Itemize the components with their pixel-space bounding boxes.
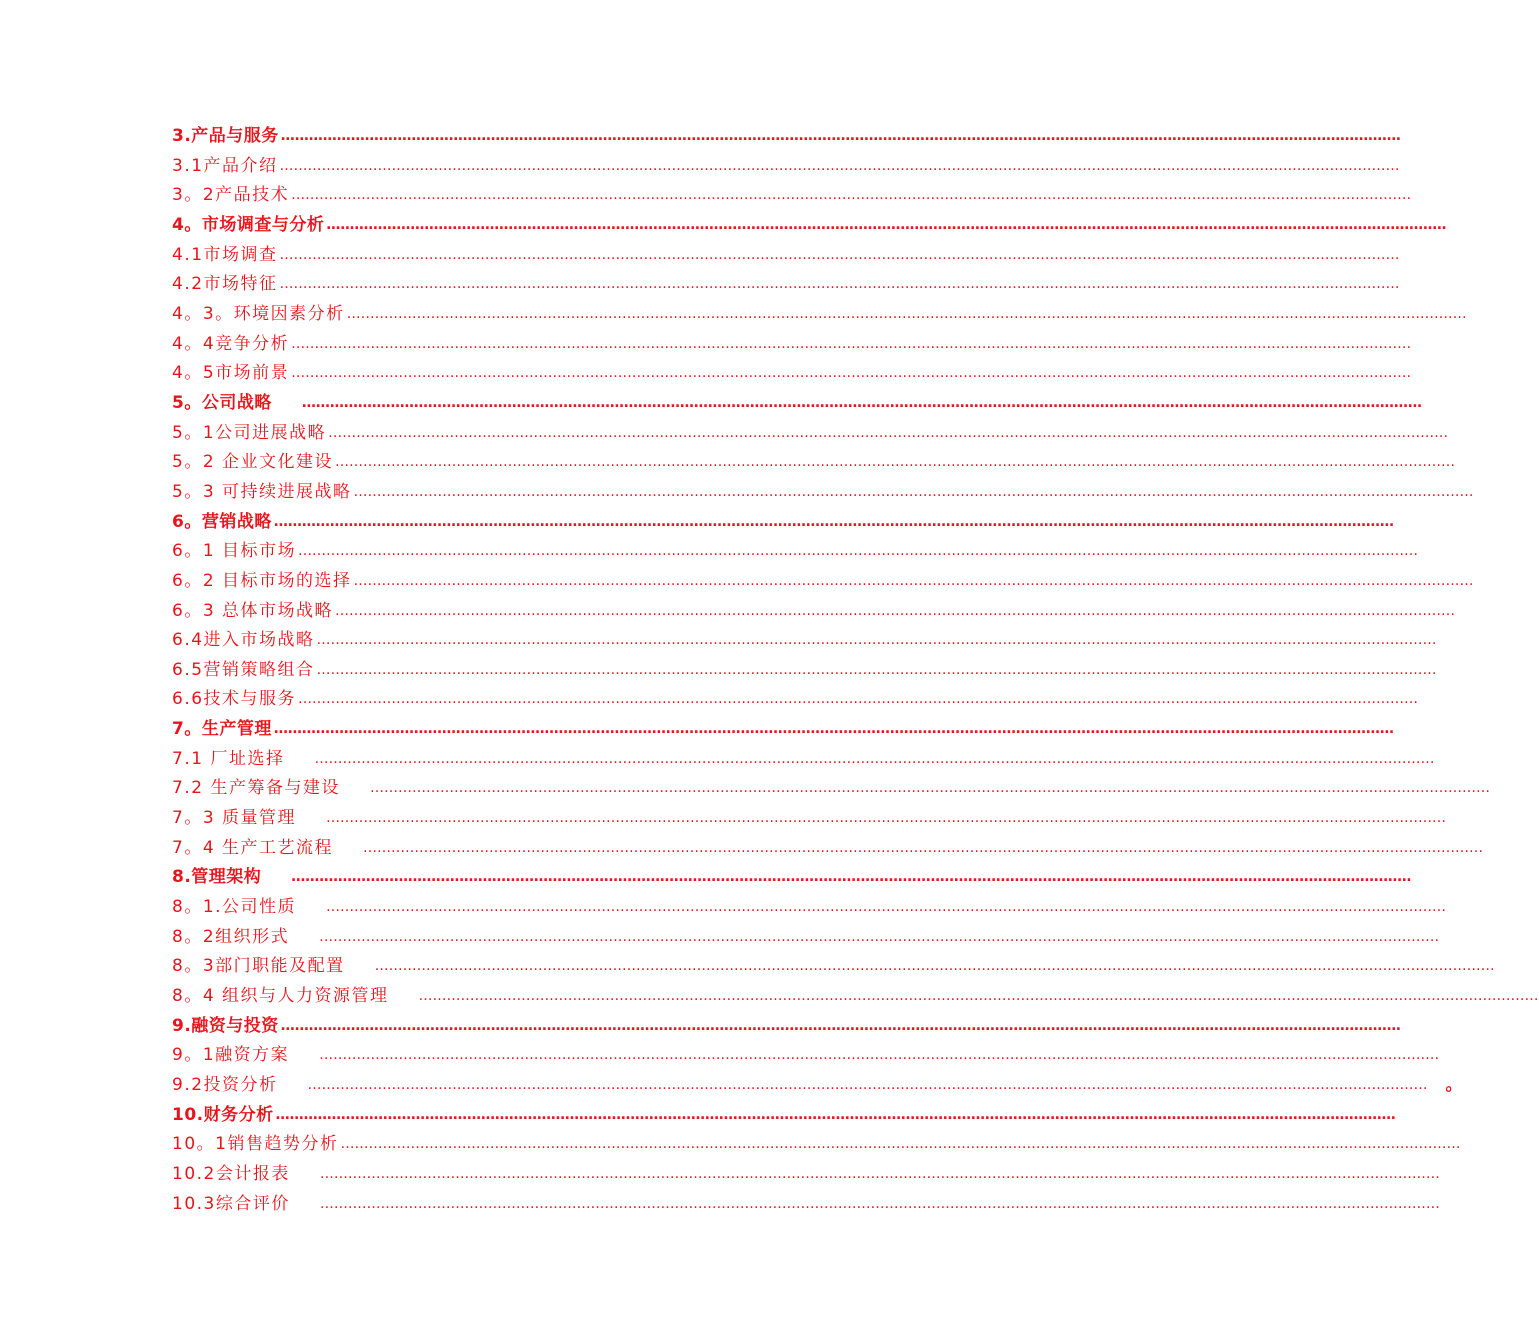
toc-section-entry[interactable] <box>172 1190 1440 1220</box>
toc-leader-dots: …………………………………………………………………………………………………………………………………………………………………………………………………………………… <box>319 1047 1440 1064</box>
toc-entry-label: 10.2会计报表 <box>172 1163 290 1184</box>
toc-leader-dots: …………………………………………………………………………………………………………………………………………………………………………………………………………………… <box>291 187 1412 204</box>
toc-section-entry[interactable] <box>172 537 1419 567</box>
toc-section-entry[interactable] <box>172 152 1400 182</box>
toc-leader-dots: …………………………………………………………………………………………………………………………………………………………………………………………………………………… <box>326 216 1447 233</box>
toc-section-entry[interactable] <box>172 1160 1440 1190</box>
toc-section-entry[interactable] <box>172 181 1412 211</box>
toc-leader-dots: …………………………………………………………………………………………………………………………………………………………………………………………………………………… <box>328 424 1449 441</box>
toc-section-entry[interactable] <box>172 1130 1461 1160</box>
toc-section-entry[interactable] <box>172 774 1490 804</box>
toc-chapter-entry[interactable] <box>172 863 1412 893</box>
toc-entry-suffix: 。 <box>1445 1075 1463 1095</box>
toc-section-entry[interactable] <box>172 745 1435 775</box>
toc-section-entry[interactable] <box>172 893 1447 923</box>
toc-entry-label: 6。营销战略 <box>172 511 272 532</box>
toc-entry-label: 8。3部门职能及配置 <box>172 956 345 977</box>
toc-leader-dots: …………………………………………………………………………………………………………………………………………………………………………………………………………………… <box>280 128 1401 144</box>
toc-chapter-entry[interactable] <box>172 1012 1401 1042</box>
toc-leader-dots: …………………………………………………………………………………………………………………………………………………………………………………………………………………… <box>301 394 1422 411</box>
toc-leader-dots: …………………………………………………………………………………………………………………………………………………………………………………………………………………… <box>326 810 1447 827</box>
toc-leader-dots: …………………………………………………………………………………………………………………………………………………………………………………………………………………… <box>298 543 1419 560</box>
toc-chapter-entry[interactable] <box>172 508 1394 538</box>
toc-leader-dots: …………………………………………………………………………………………………………………………………………………………………………………………………………………… <box>275 1106 1396 1123</box>
toc-leader-dots: …………………………………………………………………………………………………………………………………………………………………………………………………………………… <box>346 305 1467 322</box>
toc-section-entry[interactable] <box>172 1071 1463 1101</box>
table-of-contents <box>172 122 1539 1219</box>
toc-leader-dots: …………………………………………………………………………………………………………………………………………………………………………………………………………………… <box>280 1017 1401 1034</box>
toc-leader-dots: …………………………………………………………………………………………………………………………………………………………………………………………………………………… <box>273 513 1394 530</box>
toc-entry-label: 8。2组织形式 <box>172 926 290 947</box>
toc-entry-label: 10.3综合评价 <box>172 1193 290 1214</box>
toc-entry-label: 6。2 目标市场的选择 <box>172 570 352 591</box>
toc-entry-label: 6.4进入市场战略 <box>172 630 315 651</box>
toc-leader-dots: …………………………………………………………………………………………………………………………………………………………………………………………………………………… <box>273 721 1394 738</box>
toc-leader-dots: …………………………………………………………………………………………………………………………………………………………………………………………………………………… <box>363 839 1484 856</box>
toc-leader-dots: …………………………………………………………………………………………………………………………………………………………………………………………………………………… <box>279 276 1400 293</box>
toc-leader-dots: …………………………………………………………………………………………………………………………………………………………………………………………………………………… <box>319 928 1440 945</box>
toc-leader-dots: …………………………………………………………………………………………………………………………………………………………………………………………………………………… <box>374 958 1495 975</box>
toc-leader-dots: …………………………………………………………………………………………………………………………………………………………………………………………………………………… <box>291 335 1412 352</box>
toc-leader-dots: …………………………………………………………………………………………………………………………………………………………………………………………………………………… <box>307 1077 1428 1093</box>
toc-leader-dots: …………………………………………………………………………………………………………………………………………………………………………………………………………………… <box>314 750 1435 767</box>
toc-leader-dots: …………………………………………………………………………………………………………………………………………………………………………………………………………………… <box>335 454 1456 471</box>
toc-leader-dots: …………………………………………………………………………………………………………………………………………………………………………………………………………………… <box>353 483 1474 500</box>
toc-section-entry[interactable] <box>172 982 1539 1012</box>
toc-entry-label: 5。3 可持续进展战略 <box>172 481 352 502</box>
toc-section-entry[interactable] <box>172 597 1456 627</box>
toc-entry-label: 7。4 生产工艺流程 <box>172 837 334 858</box>
toc-leader-dots: …………………………………………………………………………………………………………………………………………………………………………………………………………………… <box>298 691 1419 708</box>
toc-entry-label: 7。生产管理 <box>172 719 272 740</box>
toc-leader-dots: …………………………………………………………………………………………………………………………………………………………………………………………………………………… <box>316 661 1437 678</box>
toc-entry-label: 5。2 企业文化建设 <box>172 452 334 473</box>
toc-chapter-entry[interactable] <box>172 1101 1396 1131</box>
toc-leader-dots: …………………………………………………………………………………………………………………………………………………………………………………………………………………… <box>369 780 1490 797</box>
toc-section-entry[interactable] <box>172 300 1467 330</box>
toc-chapter-entry[interactable] <box>172 122 1401 152</box>
toc-leader-dots: …………………………………………………………………………………………………………………………………………………………………………………………………………………… <box>279 157 1400 174</box>
toc-entry-label: 4.1市场调查 <box>172 244 278 265</box>
toc-section-entry[interactable] <box>172 834 1484 864</box>
toc-entry-label: 9。1融资方案 <box>172 1045 290 1066</box>
toc-entry-label: 6。1 目标市场 <box>172 541 297 562</box>
toc-entry-label: 9.2投资分析 <box>172 1075 278 1095</box>
toc-entry-label: 6.5营销策略组合 <box>172 659 315 680</box>
toc-entry-label: 4.2市场特征 <box>172 274 278 295</box>
toc-entry-label: 3.1产品介绍 <box>172 155 278 176</box>
toc-entry-label: 4。5市场前景 <box>172 363 290 384</box>
toc-section-entry[interactable] <box>172 448 1456 478</box>
toc-entry-label: 5。公司战略 <box>172 392 272 413</box>
toc-section-entry[interactable] <box>172 241 1400 271</box>
toc-entry-label: 8.管理架构 <box>172 867 262 888</box>
toc-section-entry[interactable] <box>172 1041 1440 1071</box>
toc-leader-dots: …………………………………………………………………………………………………………………………………………………………………………………………………………………… <box>340 1136 1461 1153</box>
toc-section-entry[interactable] <box>172 804 1447 834</box>
toc-entry-label: 6。3 总体市场战略 <box>172 600 334 621</box>
toc-section-entry[interactable] <box>172 656 1437 686</box>
toc-entry-label: 7.2 生产筹备与建设 <box>172 778 340 799</box>
toc-leader-dots: …………………………………………………………………………………………………………………………………………………………………………………………………………………… <box>326 899 1447 916</box>
toc-leader-dots: …………………………………………………………………………………………………………………………………………………………………………………………………………………… <box>319 1165 1440 1182</box>
toc-section-entry[interactable] <box>172 685 1419 715</box>
toc-entry-label: 10。1销售趋势分析 <box>172 1134 339 1155</box>
toc-entry-label: 5。1公司进展战略 <box>172 422 327 443</box>
toc-leader-dots: …………………………………………………………………………………………………………………………………………………………………………………………………………………… <box>291 869 1412 886</box>
toc-entry-label: 4。3。环境因素分析 <box>172 303 345 324</box>
toc-entry-label: 6.6技术与服务 <box>172 689 297 710</box>
toc-section-entry[interactable] <box>172 270 1400 300</box>
toc-leader-dots: …………………………………………………………………………………………………………………………………………………………………………………………………………………… <box>316 632 1437 649</box>
toc-entry-label: 8。4 组织与人力资源管理 <box>172 986 389 1007</box>
toc-leader-dots: …………………………………………………………………………………………………………………………………………………………………………………………………………………… <box>335 602 1456 619</box>
toc-entry-label: 3。2产品技术 <box>172 185 290 206</box>
toc-leader-dots: …………………………………………………………………………………………………………………………………………………………………………………………………………………… <box>418 988 1539 1005</box>
toc-entry-label: 7。3 质量管理 <box>172 808 297 829</box>
toc-section-entry[interactable] <box>172 419 1449 449</box>
toc-entry-label: 4。市场调查与分析 <box>172 214 325 235</box>
toc-leader-dots: …………………………………………………………………………………………………………………………………………………………………………………………………………………… <box>319 1195 1440 1212</box>
toc-leader-dots: …………………………………………………………………………………………………………………………………………………………………………………………………………………… <box>291 365 1412 382</box>
toc-entry-label: 3.产品与服务 <box>172 126 279 146</box>
toc-section-entry[interactable] <box>172 478 1474 508</box>
toc-chapter-entry[interactable] <box>172 389 1422 419</box>
toc-entry-label: 4。4竞争分析 <box>172 333 290 354</box>
toc-section-entry[interactable] <box>172 923 1440 953</box>
toc-chapter-entry[interactable] <box>172 211 1447 241</box>
toc-section-entry[interactable] <box>172 952 1495 982</box>
toc-section-entry[interactable] <box>172 330 1412 360</box>
toc-entry-label: 7.1 厂址选择 <box>172 748 285 769</box>
toc-leader-dots: …………………………………………………………………………………………………………………………………………………………………………………………………………………… <box>353 572 1474 589</box>
toc-entry-label: 10.财务分析 <box>172 1104 274 1125</box>
toc-chapter-entry[interactable] <box>172 715 1394 745</box>
toc-leader-dots: …………………………………………………………………………………………………………………………………………………………………………………………………………………… <box>279 246 1400 263</box>
toc-section-entry[interactable] <box>172 567 1474 597</box>
toc-entry-label: 8。1.公司性质 <box>172 897 297 918</box>
toc-section-entry[interactable] <box>172 626 1437 656</box>
toc-section-entry[interactable] <box>172 359 1412 389</box>
toc-entry-label: 9.融资与投资 <box>172 1015 279 1036</box>
